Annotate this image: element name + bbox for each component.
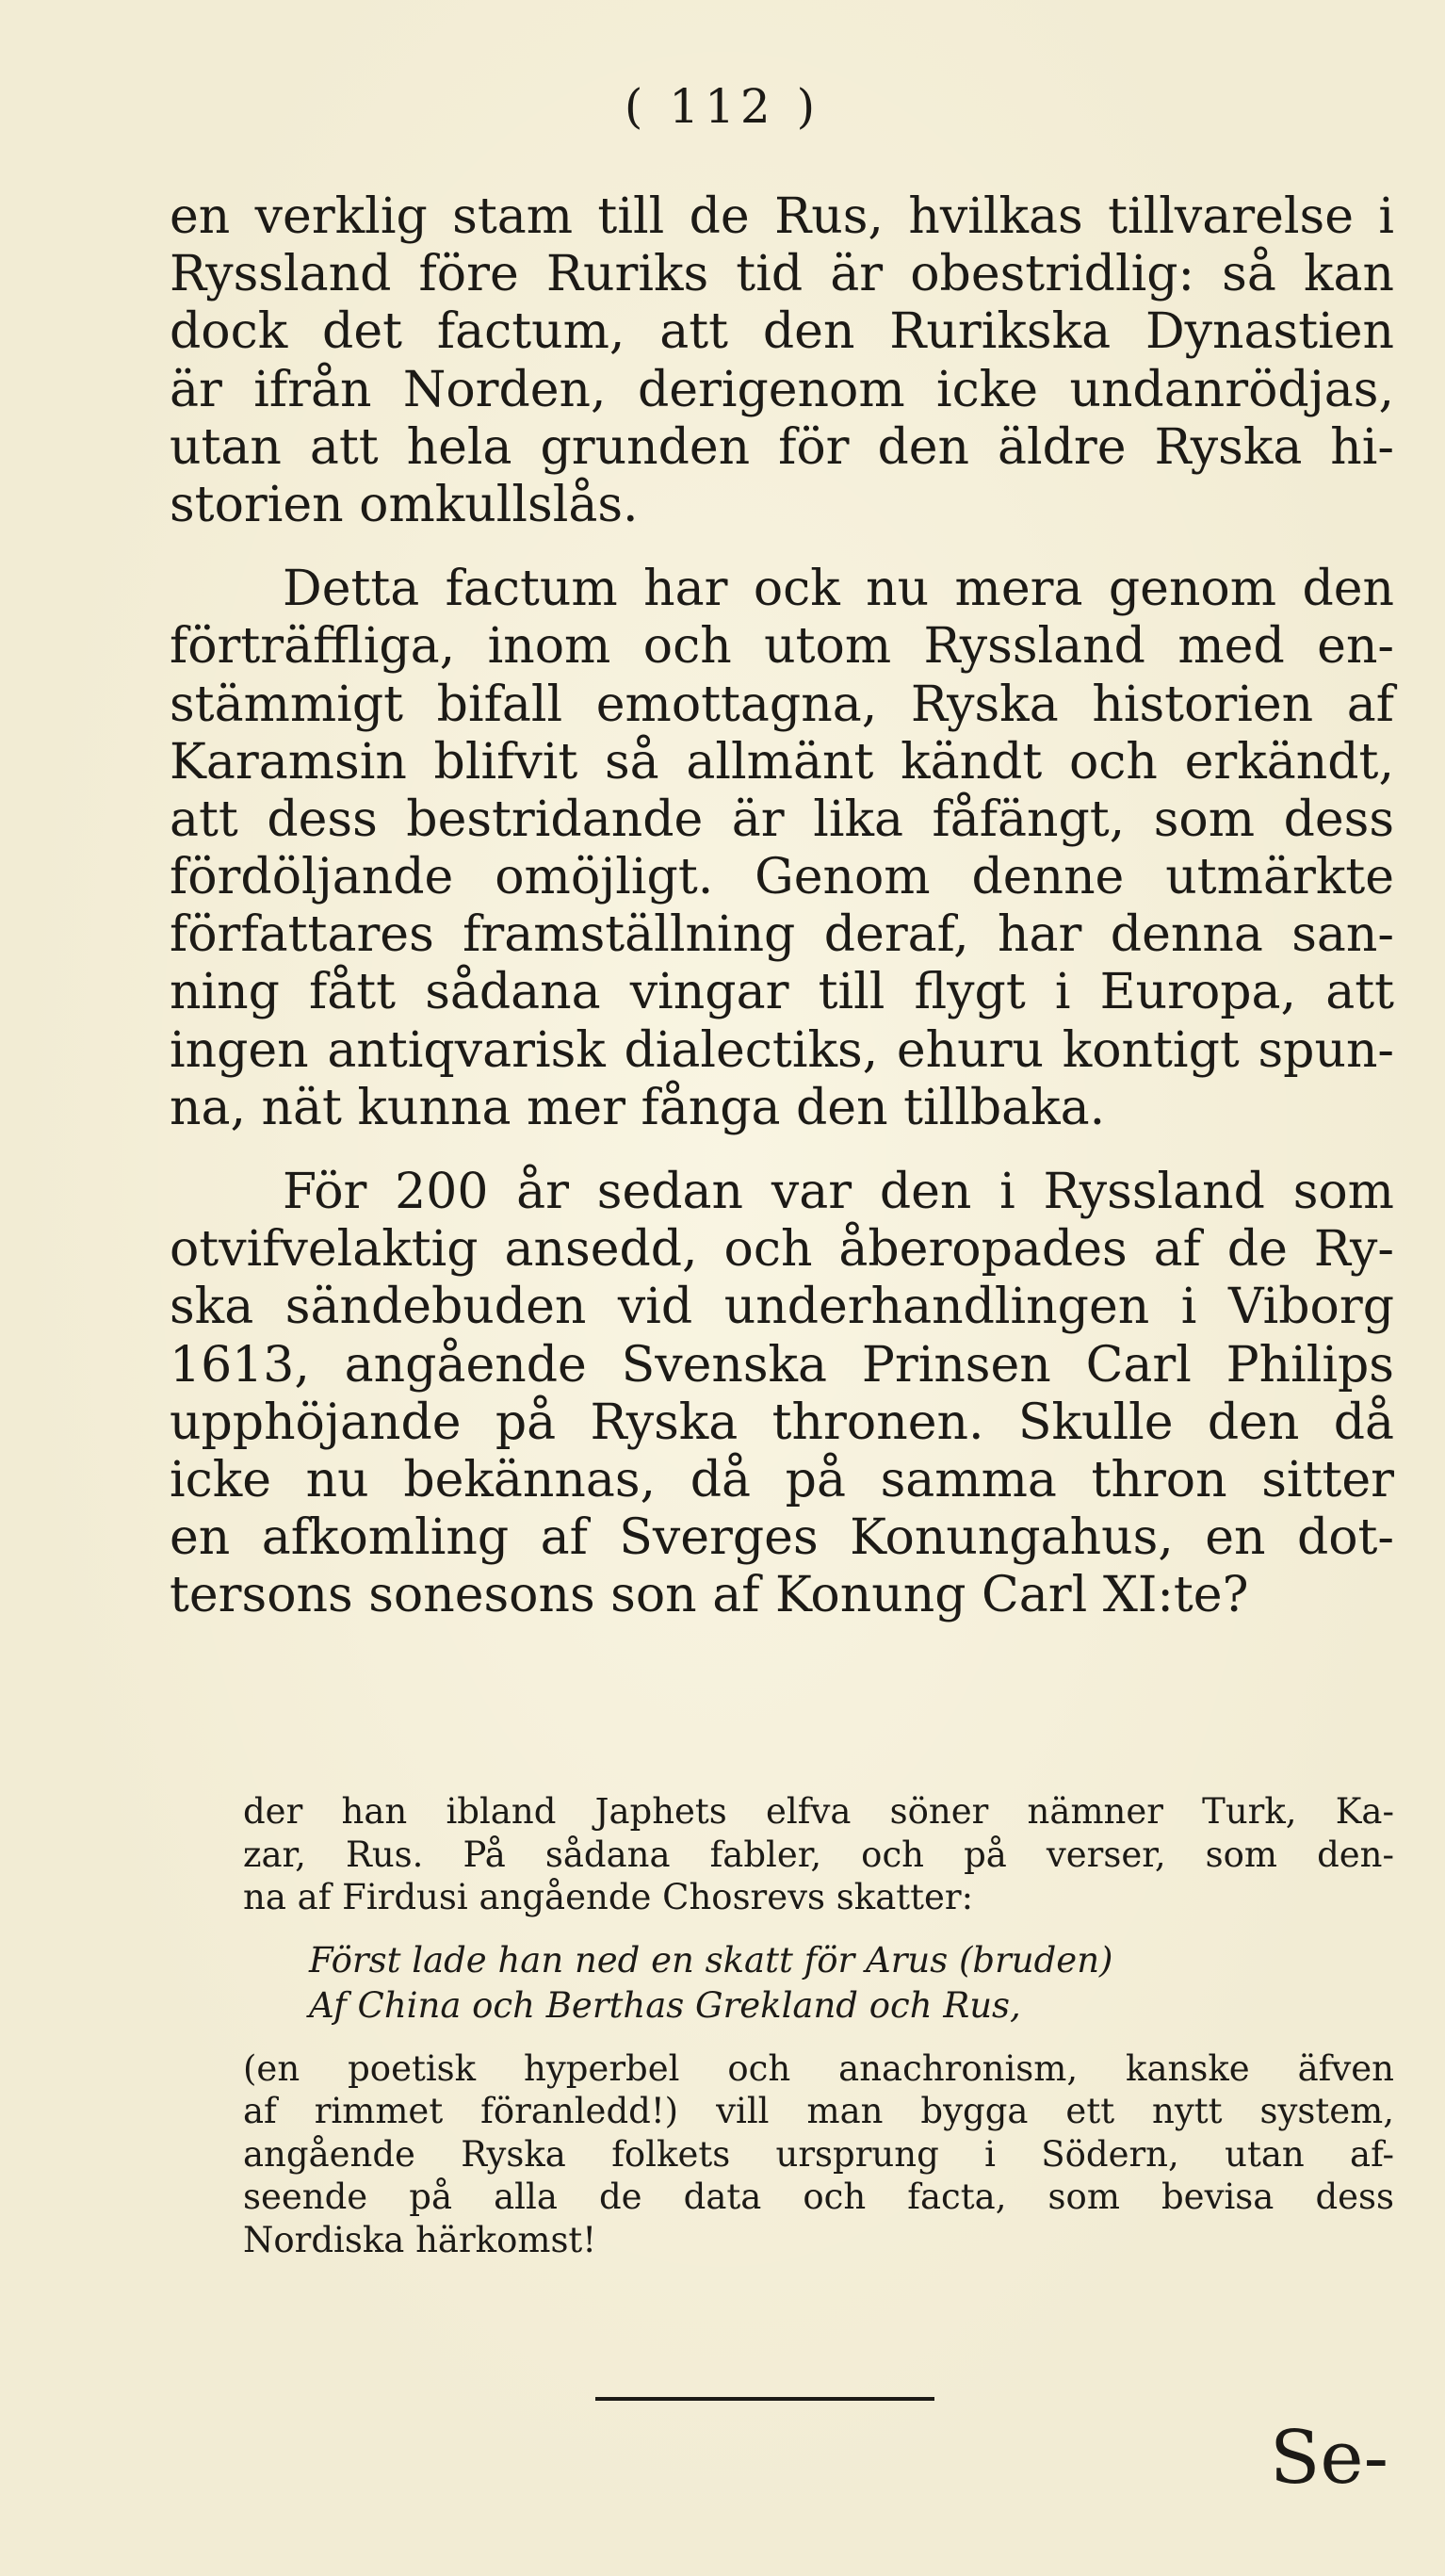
text-line: stämmigt bifall emottagna, Ryska historien af bbox=[170, 676, 1394, 733]
text-line: fördöljande omöjligt. Genom denne utmärkte bbox=[170, 849, 1394, 906]
footnote-line: af rimmet föranledd!) vill man bygga ett nytt system, bbox=[243, 2091, 1394, 2131]
text-line: författares framställning deraf, har denna san- bbox=[170, 906, 1394, 964]
text-line: förträffliga, inom och utom Ryssland med en- bbox=[170, 618, 1394, 676]
footnote-line: angående Ryska folkets ursprung i Södern, utan af- bbox=[243, 2133, 1394, 2175]
text-line: icke nu bekännas, då på samma thron sitter bbox=[170, 1451, 1394, 1508]
footnote-line: der han ibland Japhets elfva söner nämner Turk, Ka- bbox=[243, 1791, 1394, 1832]
text-line: ska sändebuden vid underhandlingen i Viborg bbox=[170, 1279, 1394, 1336]
footnote-line: (en poetisk hyperbel och anachronism, kanske äfven bbox=[243, 2047, 1394, 2089]
footnote-line: seende på alla de data och facta, som bevisa dess bbox=[243, 2177, 1394, 2217]
catchword: Se- bbox=[1270, 2416, 1388, 2501]
text-line: ingen antiqvarisk dialectiks, ehuru kontigt spun- bbox=[170, 1021, 1394, 1079]
horizontal-rule bbox=[595, 2397, 934, 2401]
footnote bbox=[243, 1790, 1394, 2261]
text-line: otvifvelaktig ansedd, och åberopades af de Ry- bbox=[170, 1221, 1394, 1279]
footnote-line: zar, Rus. På sådana fabler, och på verser, som den- bbox=[243, 1834, 1394, 1875]
paragraph bbox=[170, 561, 1394, 1137]
verse-line: Af China och Berthas Grekland och Rus, bbox=[309, 1984, 1021, 2026]
text-line: Detta factum har ock nu mera genom den bbox=[283, 561, 1394, 618]
paragraph bbox=[170, 1164, 1394, 1625]
text-line: storien omkullslås. bbox=[170, 476, 639, 533]
text-line: utan att hela grunden för den äldre Ryska hi- bbox=[170, 418, 1394, 476]
text-line: Karamsin blifvit så allmänt kändt och erkändt, bbox=[170, 733, 1394, 791]
text-line: ning fått sådana vingar till flygt i Europa, att bbox=[170, 964, 1394, 1021]
main-text bbox=[170, 188, 1394, 1625]
text-line: 1613, angående Svenska Prinsen Carl Philips bbox=[170, 1336, 1394, 1394]
footnote-line: Nordiska härkomst! bbox=[243, 2219, 597, 2260]
text-line: tersons sonesons son af Konung Carl XI:te? bbox=[170, 1567, 1249, 1624]
text-line: För 200 år sedan var den i Ryssland som bbox=[283, 1164, 1394, 1220]
text-line: Ryssland före Ruriks tid är obestridlig: så kan bbox=[170, 246, 1394, 303]
text-line: en afkomling af Sverges Konungahus, en dot- bbox=[170, 1509, 1394, 1567]
paragraph bbox=[170, 188, 1394, 534]
verse-line: Först lade han ned en skatt för Arus (bruden) bbox=[309, 1939, 1113, 1981]
text-line: att dess bestridande är lika fåfängt, som dess bbox=[170, 791, 1394, 848]
text-line: na, nät kunna mer fånga den tillbaka. bbox=[170, 1079, 1106, 1136]
text-line: en verklig stam till de Rus, hvilkas tillvarelse i bbox=[170, 188, 1394, 245]
footnote-line: na af Firdusi angående Chosrevs skatter: bbox=[243, 1877, 974, 1917]
text-line: dock det factum, att den Rurikska Dynastien bbox=[170, 303, 1394, 361]
text-line: upphöjande på Ryska thronen. Skulle den då bbox=[170, 1394, 1394, 1451]
page-number: ( 112 ) bbox=[624, 79, 821, 134]
text-line: är ifrån Norden, derigenom icke undanrödjas, bbox=[170, 361, 1394, 418]
